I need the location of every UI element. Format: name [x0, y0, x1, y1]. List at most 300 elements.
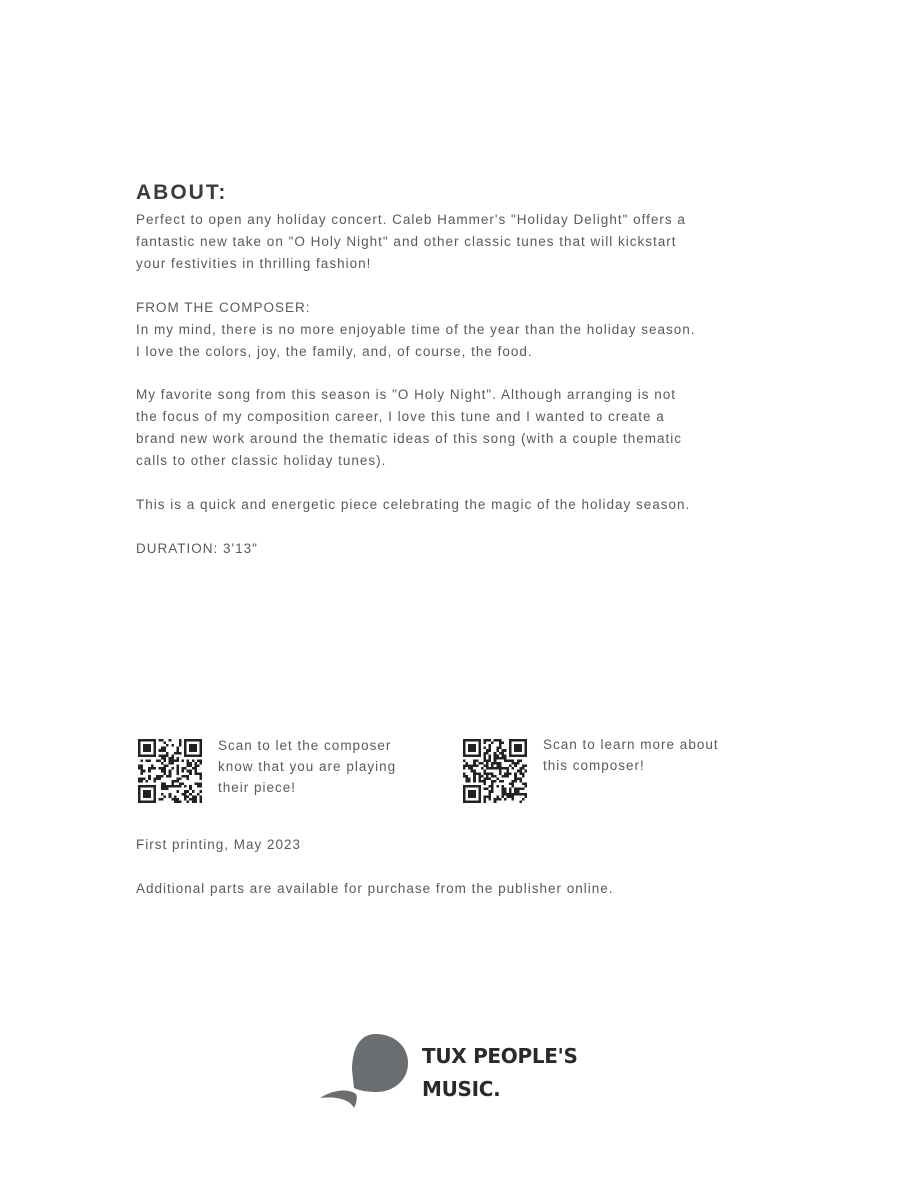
qr-module: [491, 785, 494, 788]
qr-module: [169, 793, 172, 796]
qr-code-composer-feedback-icon[interactable]: [138, 739, 202, 803]
qr-module: [476, 759, 479, 762]
qr-module: [164, 759, 167, 762]
qr-module: [189, 765, 192, 768]
qr-module: [463, 759, 466, 762]
qr-module: [512, 783, 515, 786]
qr-module: [483, 742, 486, 745]
qr-module: [473, 775, 476, 778]
qr-module: [199, 775, 202, 778]
qr-module: [499, 757, 502, 760]
qr-module: [499, 739, 502, 742]
qr-module: [158, 749, 161, 752]
qr-module: [473, 765, 476, 768]
qr-module: [483, 800, 486, 803]
qr-module: [166, 744, 169, 747]
qr-module: [194, 772, 197, 775]
qr-module: [489, 744, 492, 747]
qr-module: [171, 754, 174, 757]
qr-module: [483, 754, 486, 757]
qr-module: [478, 777, 481, 780]
qr-module: [199, 783, 202, 786]
qr-module: [489, 739, 492, 742]
qr-finder-center: [468, 744, 476, 752]
qr-module: [199, 772, 202, 775]
qr-module: [176, 767, 179, 770]
qr-module: [192, 767, 195, 770]
qr-module: [483, 780, 486, 783]
qr-module: [491, 775, 494, 778]
qr-module: [463, 772, 466, 775]
qr-module: [161, 739, 164, 742]
qr-module: [519, 772, 522, 775]
qr-module: [483, 772, 486, 775]
qr-module: [194, 783, 197, 786]
about-intro-line: your festivities in thrilling fashion!: [136, 256, 372, 271]
qr-module: [189, 788, 192, 791]
qr-module: [164, 772, 167, 775]
qr-module: [138, 777, 141, 780]
qr-module: [496, 767, 499, 770]
qr-module: [483, 747, 486, 750]
qr-module: [199, 795, 202, 798]
qr-module: [494, 800, 497, 803]
from-composer-line: In my mind, there is no more enjoyable time of the year than the holiday season.: [136, 322, 696, 337]
qr-module: [486, 752, 489, 755]
qr-module: [514, 777, 517, 780]
qr-caption-line: Scan to let the composer: [218, 738, 392, 753]
qr-module: [169, 795, 172, 798]
qr-module: [463, 767, 466, 770]
qr-module: [184, 785, 187, 788]
qr-module: [512, 762, 515, 765]
qr-module: [199, 790, 202, 793]
qr-module: [153, 777, 156, 780]
qr-module: [174, 752, 177, 755]
qr-module: [496, 749, 499, 752]
qr-module: [509, 790, 512, 793]
qr-module: [483, 777, 486, 780]
qr-module: [187, 795, 190, 798]
qr-module: [179, 739, 182, 742]
qr-module: [166, 785, 169, 788]
qr-module: [174, 795, 177, 798]
qr-module: [501, 788, 504, 791]
qr-module: [161, 783, 164, 786]
qr-module: [496, 765, 499, 768]
qr-caption-composer-info: [543, 734, 719, 776]
qr-module: [166, 788, 169, 791]
qr-module: [153, 767, 156, 770]
qr-code-composer-info-icon[interactable]: [463, 739, 527, 803]
qr-module: [509, 759, 512, 762]
qr-module: [171, 780, 174, 783]
publisher-name: [422, 1040, 578, 1106]
qr-module: [166, 775, 169, 778]
qr-module: [194, 798, 197, 801]
qr-module: [489, 777, 492, 780]
qr-module: [519, 788, 522, 791]
qr-module: [504, 767, 507, 770]
qr-module: [504, 754, 507, 757]
qr-module: [496, 757, 499, 760]
qr-module: [504, 793, 507, 796]
qr-module: [486, 788, 489, 791]
qr-module: [194, 800, 197, 803]
qr-module: [463, 765, 466, 768]
qr-module: [164, 788, 167, 791]
qr-module: [189, 772, 192, 775]
qr-module: [161, 754, 164, 757]
qr-module: [491, 765, 494, 768]
qr-module: [514, 790, 517, 793]
qr-module: [156, 759, 159, 762]
qr-module: [499, 765, 502, 768]
qr-module: [158, 775, 161, 778]
qr-module: [522, 793, 525, 796]
qr-module: [524, 770, 527, 773]
qr-module: [161, 785, 164, 788]
qr-module: [483, 788, 486, 791]
from-composer-section: [136, 297, 776, 363]
qr-module: [514, 775, 517, 778]
qr-module: [509, 795, 512, 798]
qr-module: [517, 790, 520, 793]
qr-module: [494, 759, 497, 762]
qr-module: [194, 765, 197, 768]
qr-module: [141, 780, 144, 783]
qr-module: [161, 767, 164, 770]
qr-module: [187, 765, 190, 768]
qr-module: [517, 793, 520, 796]
qr-module: [199, 777, 202, 780]
qr-module: [164, 749, 167, 752]
qr-module: [483, 798, 486, 801]
qr-module: [161, 757, 164, 760]
qr-module: [483, 770, 486, 773]
qr-module: [148, 767, 151, 770]
qr-module: [491, 742, 494, 745]
qr-module: [496, 795, 499, 798]
qr-module: [184, 795, 187, 798]
qr-module: [166, 754, 169, 757]
qr-module: [164, 765, 167, 768]
qr-module: [164, 742, 167, 745]
qr-module: [486, 765, 489, 768]
qr-caption-line: this composer!: [543, 758, 645, 773]
qr-module: [171, 744, 174, 747]
qr-module: [192, 798, 195, 801]
qr-module: [501, 767, 504, 770]
qr-module: [486, 795, 489, 798]
qr-module: [507, 770, 510, 773]
qr-module: [509, 788, 512, 791]
qr-module: [512, 759, 515, 762]
qr-module: [158, 739, 161, 742]
qr-module: [192, 790, 195, 793]
qr-module: [189, 785, 192, 788]
qr-module: [519, 793, 522, 796]
qr-module: [494, 775, 497, 778]
qr-module: [524, 795, 527, 798]
qr-module: [494, 739, 497, 742]
qr-module: [176, 765, 179, 768]
about-heading: ABOUT:: [136, 181, 228, 204]
qr-module: [496, 739, 499, 742]
qr-finder-center: [514, 744, 522, 752]
qr-module: [522, 765, 525, 768]
qr-module: [194, 770, 197, 773]
qr-module: [169, 739, 172, 742]
qr-module: [187, 800, 190, 803]
qr-module: [512, 795, 515, 798]
qr-module: [501, 795, 504, 798]
qr-module: [512, 793, 515, 796]
qr-module: [504, 788, 507, 791]
qr-module: [169, 775, 172, 778]
qr-module: [179, 744, 182, 747]
qr-module: [141, 759, 144, 762]
qr-module: [197, 765, 200, 768]
qr-module: [179, 800, 182, 803]
qr-module: [512, 767, 515, 770]
qr-module: [499, 742, 502, 745]
qr-module: [176, 759, 179, 762]
qr-module: [187, 759, 190, 762]
qr-module: [512, 785, 515, 788]
qr-module: [171, 767, 174, 770]
qr-module: [141, 772, 144, 775]
qr-module: [176, 790, 179, 793]
qr-module: [499, 752, 502, 755]
qr-module: [161, 775, 164, 778]
qr-module: [169, 759, 172, 762]
qr-module: [182, 770, 185, 773]
qr-module: [524, 785, 527, 788]
qr-module: [158, 759, 161, 762]
qr-caption-line: know that you are playing: [218, 759, 397, 774]
qr-module: [489, 757, 492, 760]
qr-module: [192, 800, 195, 803]
qr-module: [174, 798, 177, 801]
qr-module: [184, 767, 187, 770]
qr-module: [161, 770, 164, 773]
qr-module: [507, 772, 510, 775]
qr-module: [176, 798, 179, 801]
logo-speech-bubble: [352, 1034, 408, 1092]
qr-module: [473, 780, 476, 783]
qr-module: [496, 754, 499, 757]
qr-module: [514, 793, 517, 796]
qr-module: [166, 752, 169, 755]
qr-module: [192, 795, 195, 798]
qr-module: [171, 757, 174, 760]
qr-module: [179, 783, 182, 786]
qr-module: [519, 780, 522, 783]
qr-module: [483, 783, 486, 786]
qr-module: [519, 800, 522, 803]
qr-module: [517, 762, 520, 765]
qr-module: [169, 785, 172, 788]
qr-module: [189, 793, 192, 796]
qr-module: [176, 800, 179, 803]
qr-module: [189, 762, 192, 765]
qr-module: [499, 767, 502, 770]
qr-module: [199, 785, 202, 788]
favorite-song-line: calls to other classic holiday tunes).: [136, 453, 387, 468]
qr-module: [499, 798, 502, 801]
qr-module: [194, 795, 197, 798]
qr-module: [491, 790, 494, 793]
qr-module: [466, 780, 469, 783]
qr-module: [473, 770, 476, 773]
qr-module: [504, 772, 507, 775]
qr-module: [494, 752, 497, 755]
publisher-name-line: TUX PEOPLE'S: [422, 1044, 578, 1068]
qr-module: [499, 772, 502, 775]
qr-module: [182, 767, 185, 770]
energetic-paragraph: This is a quick and energetic piece celebrating the magic of the holiday season.: [136, 497, 691, 512]
qr-module: [522, 798, 525, 801]
qr-module: [514, 788, 517, 791]
qr-module: [148, 759, 151, 762]
qr-module: [496, 747, 499, 750]
qr-module: [512, 798, 515, 801]
qr-module: [468, 765, 471, 768]
qr-module: [158, 767, 161, 770]
qr-module: [151, 765, 154, 768]
qr-module: [514, 780, 517, 783]
qr-module: [199, 798, 202, 801]
qr-module: [176, 772, 179, 775]
qr-module: [466, 765, 469, 768]
qr-module: [473, 772, 476, 775]
qr-module: [143, 770, 146, 773]
qr-module: [176, 785, 179, 788]
qr-module: [496, 798, 499, 801]
qr-module: [138, 765, 141, 768]
qr-module: [496, 762, 499, 765]
qr-module: [491, 762, 494, 765]
qr-module: [491, 767, 494, 770]
qr-module: [481, 762, 484, 765]
qr-module: [504, 798, 507, 801]
qr-module: [187, 777, 190, 780]
qr-module: [187, 762, 190, 765]
qr-module: [522, 783, 525, 786]
logo-swoosh: [320, 1091, 357, 1108]
qr-module: [507, 759, 510, 762]
qr-module: [182, 783, 185, 786]
qr-module: [478, 775, 481, 778]
qr-module: [519, 770, 522, 773]
qr-module: [174, 800, 177, 803]
qr-module: [489, 754, 492, 757]
qr-module: [473, 759, 476, 762]
qr-module: [491, 772, 494, 775]
qr-module: [194, 762, 197, 765]
qr-module: [517, 788, 520, 791]
qr-module: [171, 762, 174, 765]
qr-module: [164, 754, 167, 757]
qr-module: [164, 767, 167, 770]
qr-module: [174, 759, 177, 762]
favorite-song-line: brand new work around the thematic ideas of this song (with a couple thematic: [136, 431, 683, 446]
qr-module: [158, 777, 161, 780]
qr-module: [138, 780, 141, 783]
qr-module: [489, 790, 492, 793]
qr-module: [143, 777, 146, 780]
qr-module: [153, 780, 156, 783]
qr-module: [166, 765, 169, 768]
qr-module: [478, 780, 481, 783]
favorite-song-line: the focus of my composition career, I love this tune and I wanted to create a: [136, 409, 665, 424]
qr-module: [466, 777, 469, 780]
qr-module: [169, 772, 172, 775]
qr-module: [519, 777, 522, 780]
qr-module: [524, 783, 527, 786]
qr-module: [524, 793, 527, 796]
qr-module: [496, 785, 499, 788]
qr-module: [199, 762, 202, 765]
qr-module: [481, 780, 484, 783]
qr-module: [499, 780, 502, 783]
qr-module: [148, 775, 151, 778]
qr-module: [504, 790, 507, 793]
about-intro-line: Perfect to open any holiday concert. Caleb Hammer's "Holiday Delight" offers a: [136, 212, 686, 227]
additional-parts-note: Additional parts are available for purchase from the publisher online.: [136, 881, 614, 896]
qr-module: [161, 749, 164, 752]
qr-module: [197, 785, 200, 788]
qr-module: [517, 777, 520, 780]
qr-module: [491, 788, 494, 791]
qr-module: [501, 790, 504, 793]
qr-module: [504, 775, 507, 778]
qr-module: [158, 754, 161, 757]
qr-module: [494, 798, 497, 801]
publisher-logo-icon: [318, 1030, 414, 1110]
qr-module: [174, 780, 177, 783]
qr-module: [161, 793, 164, 796]
qr-module: [471, 765, 474, 768]
qr-module: [524, 765, 527, 768]
qr-module: [489, 793, 492, 796]
qr-module: [522, 772, 525, 775]
qr-module: [146, 780, 149, 783]
qr-module: [494, 757, 497, 760]
qr-module: [514, 762, 517, 765]
qr-module: [489, 785, 492, 788]
from-composer-label: FROM THE COMPOSER:: [136, 300, 311, 315]
qr-module: [522, 767, 525, 770]
qr-module: [466, 775, 469, 778]
qr-module: [463, 775, 466, 778]
qr-module: [176, 757, 179, 760]
qr-module: [507, 795, 510, 798]
qr-module: [486, 749, 489, 752]
qr-module: [471, 767, 474, 770]
qr-module: [138, 767, 141, 770]
qr-module: [501, 752, 504, 755]
qr-module: [473, 762, 476, 765]
qr-module: [501, 780, 504, 783]
qr-module: [489, 767, 492, 770]
qr-module: [164, 747, 167, 750]
qr-module: [494, 762, 497, 765]
qr-module: [199, 800, 202, 803]
qr-module: [179, 742, 182, 745]
qr-module: [489, 772, 492, 775]
